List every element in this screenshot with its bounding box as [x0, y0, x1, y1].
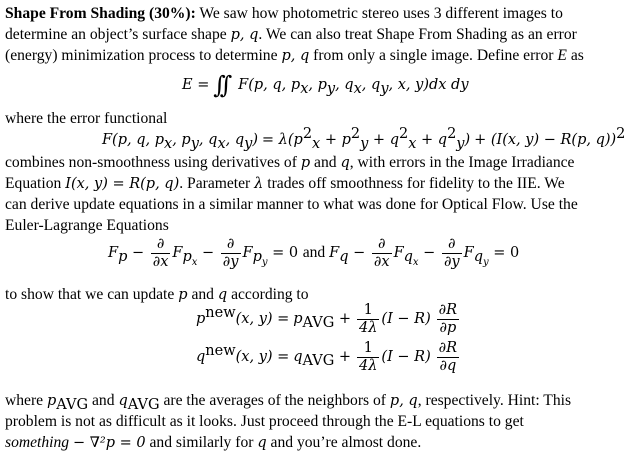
smoothness-line: combines non-smoothness using derivatives of p and q, with errors in the Image Irradiance	[5, 154, 575, 171]
hint-line-1: problem is not as difficult as it looks. Just proceed through the E-L equations to get	[5, 413, 524, 430]
intro-line-3: (energy) minimization process to determine p, q from only a single image. Define error E as	[5, 47, 584, 64]
derive-line-2: Euler-Lagrange Equations	[5, 217, 169, 234]
where-line: where $p_{AVG}$ and $q_{AVG}$ are the averages of the neighbors of p, q, respectively. Hint: This	[5, 392, 572, 414]
update-q-equation: $q^{new}(x$, $y) = q_{AVG}$ + $\frac{1}{4\lambda}$ (I − R) $\frac{\partial R}{\partial q}$	[196, 340, 458, 374]
iie-line: Equation I(x, y) = R(p, q). Parameter λ trades off smoothness for fidelity to the IIE. We	[5, 175, 565, 192]
show-line: to show that we can update p and q according to	[5, 286, 309, 303]
functional-intro: where the error functional	[5, 110, 168, 127]
error-integral-equation: E = ∫∫ F(p, q, $p_x$, $p_y$, $q_x$, $q_y$, x, y)dx dy	[182, 71, 469, 99]
functional-equation: F(p, q, $p_x$, $p_y$, $q_x$, $q_y) = \lambda(p^2_x + p^2_y + q^2_x + q^2_y) + (I(x$, y) − R(p, q))$^2$	[102, 125, 625, 153]
problem-heading: Shape From Shading (30%):	[5, 5, 196, 22]
intro-line-2: determine an object’s surface shape p, q. We can also treat Shape From Shading as an error	[5, 26, 577, 43]
update-p-equation: $p^{new}(x$, $y) = p_{AVG}$ + $\frac{1}{4\lambda}$ (I − R) $\frac{\partial R}{\partial p}$	[196, 302, 458, 336]
derive-line-1: can derive update equations in a similar manner to what was done for Optical Flow. Use the	[5, 196, 578, 213]
euler-lagrange-equations: $F_p$ − $\frac{\partial}{\partial x}$ $F_{p_x}$ − $\frac{\partial}{\partial y}$ $F_{p_y} = 0$ and $F_q$ − $\frac{\partial}{\partial x}$ $F_{q_x}$ − $\frac{\partial}{\partial y}$ $F_{q_y} = 0$	[108, 236, 520, 270]
intro-line-1: Shape From Shading (30%): We saw how photometric stereo uses 3 different images to	[5, 5, 563, 22]
hint-line-2: something − ∇²p = 0 and similarly for q and you’re almost done.	[5, 434, 422, 451]
